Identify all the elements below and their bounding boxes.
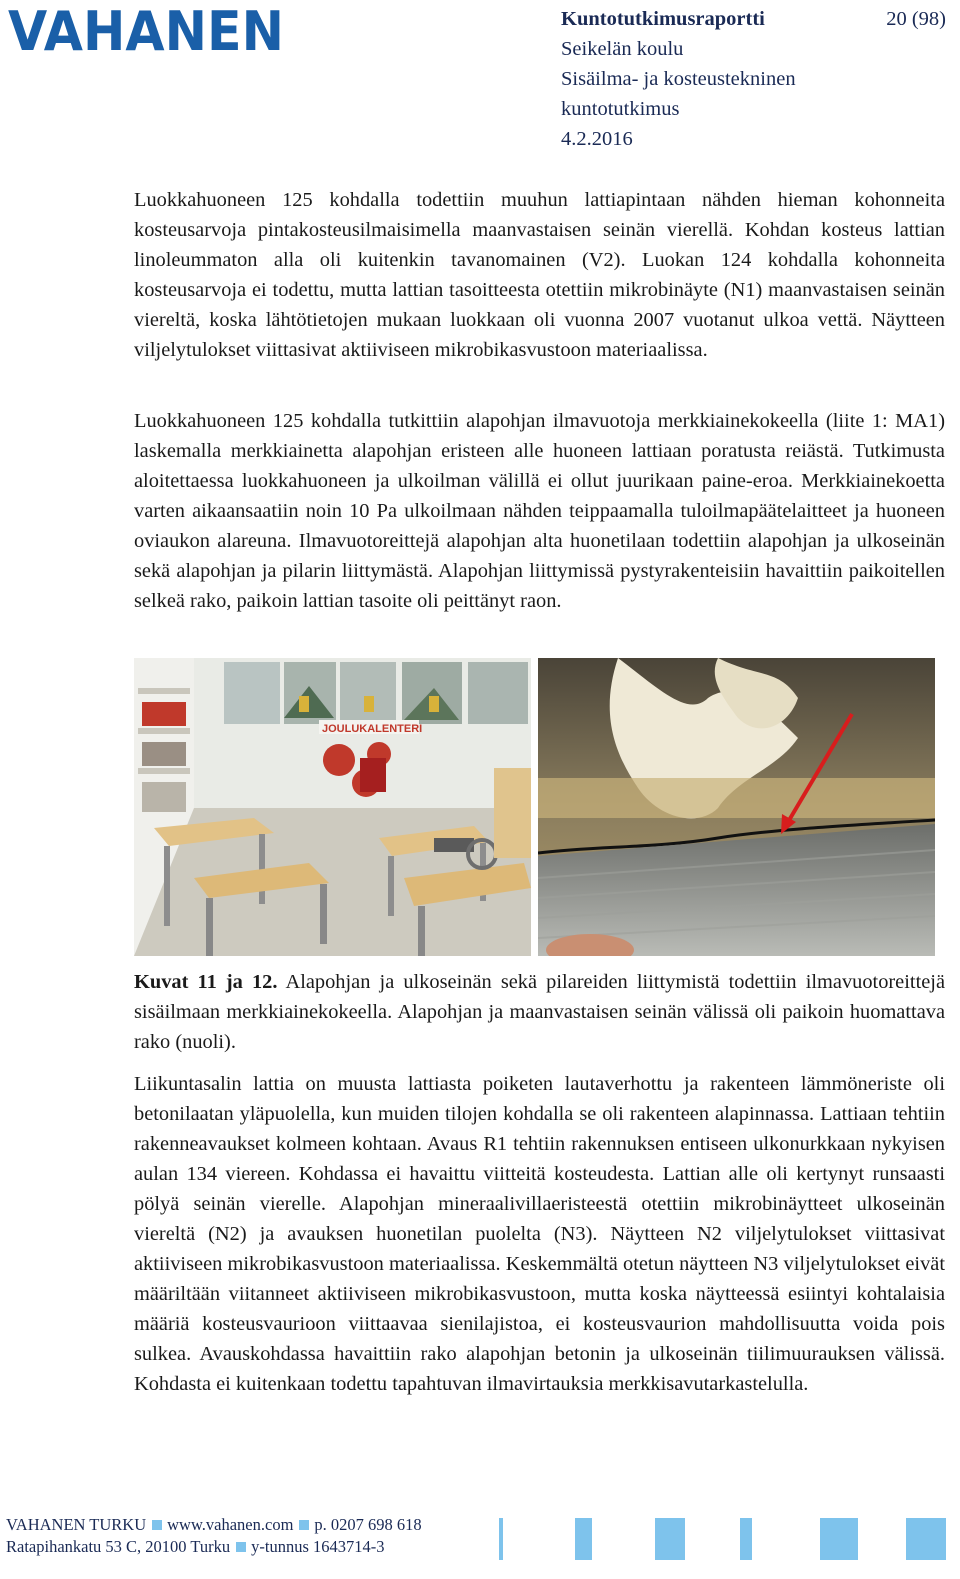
page-number: 20 (98) [886, 8, 946, 30]
building-name: Seikelän koulu [561, 38, 684, 60]
photo-classroom [134, 658, 531, 956]
footer-square-icon [299, 1520, 309, 1530]
footer-line-1 [6, 1514, 422, 1536]
calendar-banner-text: JOULUKALENTERI [322, 723, 423, 735]
footer-company: VAHANEN TURKU [6, 1515, 147, 1534]
footer-phone: p. 0207 698 618 [314, 1515, 422, 1534]
photo-floor-wall-crack [538, 658, 935, 956]
footer-address: Ratapihankatu 53 C, 20100 Turku [6, 1537, 231, 1556]
footer-square-icon [236, 1542, 246, 1552]
footer-website[interactable]: www.vahanen.com [167, 1515, 294, 1534]
report-date: 4.2.2016 [561, 128, 633, 150]
footer-decorative-bars [495, 1516, 950, 1562]
paragraph-tracer-test: Luokkahuoneen 125 kohdalla tutkittiin alapohjan ilmavuotoja merkkiainekokeella (liite 1: MA1) laskemalla merkkiainetta alapohjan eristeen alle huoneen lattiaan poratusta reiästä. Tutkimusta aloitettaessa luokkahuoneen ja ulkoilman välillä ei ollut juurikaan paine-eroa. Merkkiainekoetta varten aikaansaatiin noin 10 Pa ulkoilmaan nähden teippaamalla tuloilmapäätelaitteet ja huoneen oviaukon alareuna. Ilmavuotoreittejä alapohjan alta huonetilaan todettiin alapohjan ja ulkoseinän sekä alapohjan ja pilarin liittymästä. Alapohjan liittymissä pystyrakenteisiin havaittiin paikoitellen selkeä rako, paikoin lattian tasoite oli peittänyt raon. [134, 410, 945, 612]
paragraph-gym-floor: Liikuntasalin lattia on muusta lattiasta poiketen lautaverhottu ja rakenteen lämmöneriste oli betonilaatan yläpuolella, kun muiden tilojen kohdalla se oli rakenteen alapinnassa. Lattiaan tehtiin rakenneavaukset kolmeen kohtaan. Avaus R1 tehtiin rakennuksen entiseen ulkonurkkaan nykyisen aulan 134 viereen. Kohdassa ei havaittu viitteitä kosteudesta. Lattian alle oli kertynyt runsaasti pölyä seinän vierelle. Alapohjan mineraalivillaeristeestä otettiin mikrobinäytteet ulkoseinän viereltä (N2) ja avauksen huonetilan puolelta (N3). Näytteen N2 viljelytulokset viittasivat aktiiviseen mikrobikasvustoon materiaalissa. Keskemmältä otetun näytteen N3 viljelytulokset eivät määriltään viitanneet aktiiviseen mikrobikasvustoon, mutta koska näytteessä esiintyi kohtalaisia määriä kosteusvaurioon viittaavaa sienilajistoa, ei kosteusvaurion mahdollisuutta voida pois sulkea. Avauskohdassa havaittiin rako alapohjan betonin ja ulkoseinän tiilimuurauksen välissä. Kohdasta ei kuitenkaan todettu tapahtuvan ilmavirtauksia merkkisavutarkastelulla. [134, 1073, 945, 1395]
report-subject-line2: kuntotutkimus [561, 98, 680, 120]
report-subject-line1: Sisäilma- ja kosteustekninen [561, 68, 796, 90]
paragraph-classroom-moisture: Luokkahuoneen 125 kohdalla todettiin muuhun lattiapintaan nähden hieman kohonneita kosteusarvoja pintakosteusilmaisimella maanvastaisen seinän vierellä. Kohdan kosteus lattian linoleummaton alla oli kuitenkin tavanomainen (V2). Luokan 124 kohdalla kohonneita kosteusarvoja ei todettu, mutta lattian tasoitteesta otettiin mikrobinäyte (N1) maanvastaisen seinän viereltä, koska lähtötietojen mukaan luokkaan oli vuonna 2007 vuotanut ulkoa vettä. Näytteen viljelytulokset viittasivat aktiiviseen mikrobikasvustoon materiaalissa. [134, 189, 945, 361]
caption-label: Kuvat 11 ja 12. [134, 971, 278, 993]
page-footer [6, 1514, 422, 1558]
logo-text: VAHANEN [8, 2, 284, 58]
vahanen-logo [8, 2, 288, 58]
footer-business-id: y-tunnus 1643714-3 [251, 1537, 385, 1556]
footer-line-2 [6, 1536, 422, 1558]
report-type: Kuntotutkimusraportti [561, 8, 765, 30]
caption-text: Alapohjan ja ulkoseinän sekä pilareiden liittymistä todettiin ilmavuotoreittejä sisäilmaan merkkiainekokeella. Alapohjan ja maanvastaisen seinän välissä oli paikoin huomattava rako (nuoli). [134, 971, 945, 1053]
footer-square-icon [152, 1520, 162, 1530]
figure-caption [134, 967, 945, 1057]
